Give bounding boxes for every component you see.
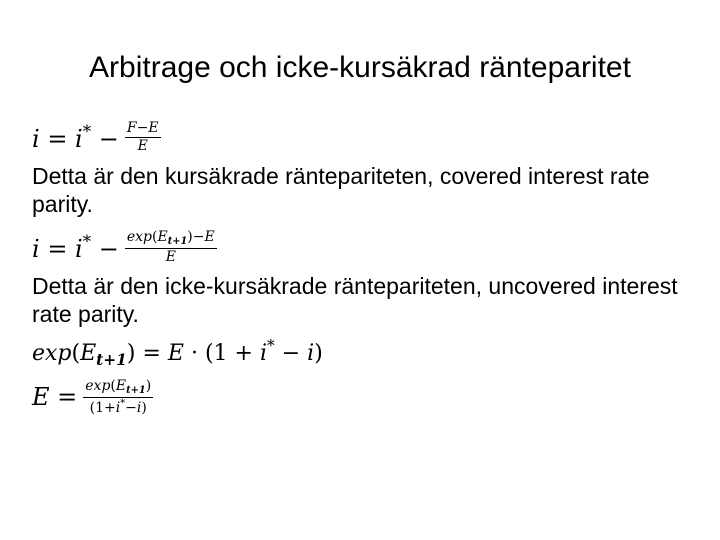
equation-covered-parity: i = i* − $\frac{F-E}{E}$ bbox=[32, 120, 159, 154]
equation-exchange-rate: E = $\frac{\exp(E_{t+1})}{(1+i^*-i)}$ bbox=[32, 378, 152, 416]
slide-title: Arbitrage och icke-kursäkrad ränteparitet bbox=[89, 51, 631, 84]
equation-expected-rate: $\exp(E_{t+1}) = E \cdot (1 + i^* - i)$ bbox=[32, 337, 323, 369]
covered-parity-description: Detta är den kursäkrade räntepariteten, covered interest rate parity. bbox=[32, 163, 650, 217]
equation-uncovered-parity: i = i* − $\frac{\exp(E_{t+1})-E}{E}$ bbox=[32, 229, 215, 265]
uncovered-parity-description: Detta är den icke-kursäkrade räntepariteten, uncovered interest rate parity. bbox=[32, 273, 678, 327]
slide-body bbox=[32, 112, 692, 422]
